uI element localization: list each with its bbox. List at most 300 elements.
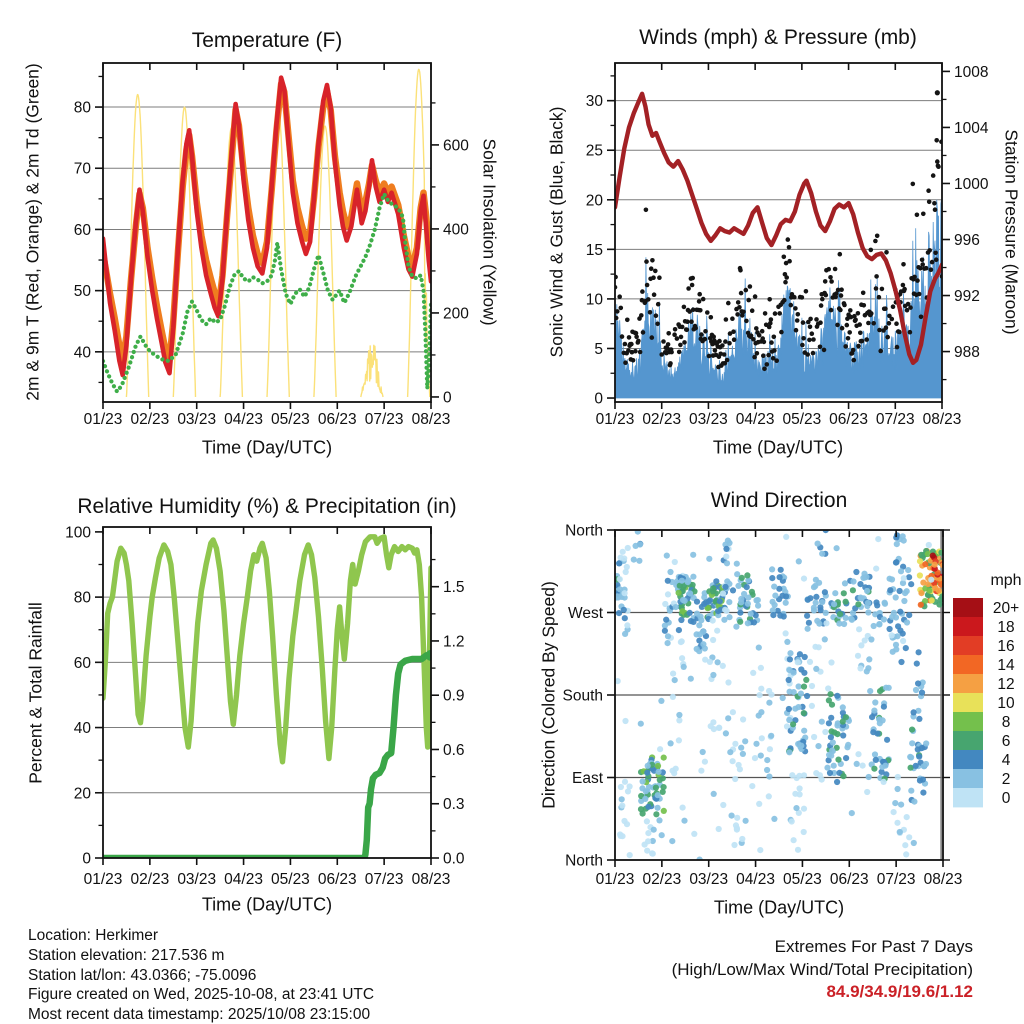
wind-direction-dot <box>669 838 675 844</box>
wind-direction-dot <box>853 569 859 575</box>
y-tick-label: 200 <box>443 305 469 323</box>
y-tick-label: 992 <box>954 288 980 306</box>
wind-direction-dot <box>916 716 922 722</box>
gust-dot <box>808 317 813 322</box>
wind-direction-dot <box>769 566 775 572</box>
y-tick-label: 30 <box>585 93 603 111</box>
wind-direction-dot <box>857 665 863 671</box>
wind-direction-dot <box>801 728 807 734</box>
gust-dot <box>713 348 718 353</box>
wind-direction-dot <box>894 633 900 639</box>
wind-direction-dot <box>929 597 935 603</box>
wind-direction-dot <box>730 587 736 593</box>
wind-direction-dot <box>783 600 789 606</box>
x-tick-label: 06/23 <box>829 411 868 428</box>
y-tick-label: 50 <box>73 283 91 301</box>
rainfall-line <box>103 655 431 858</box>
wind-direction-dot <box>904 814 910 820</box>
wind-direction-dot <box>772 602 778 608</box>
wind-direction-dot <box>823 620 829 626</box>
x-tick-label: 08/23 <box>411 411 451 428</box>
wind-direction-dot <box>798 691 804 697</box>
x-tick-label: 08/23 <box>923 871 963 888</box>
wind-direction-dot <box>932 562 938 568</box>
wind-direction-dot <box>822 589 828 595</box>
wind-direction-dot <box>881 779 887 785</box>
wind-direction-dot <box>908 581 914 587</box>
wind-direction-dot <box>619 796 625 802</box>
wind-direction-dot <box>865 600 871 606</box>
wind-direction-dot <box>726 599 732 605</box>
y-tick-label: 0.6 <box>443 741 465 759</box>
gust-dot <box>845 323 850 328</box>
xaxis-label-winds: Time (Day/UTC) <box>712 437 844 458</box>
gust-dot <box>871 321 876 326</box>
extremes-summary <box>672 936 973 1004</box>
wind-direction-dot <box>908 788 914 794</box>
wind-direction-dot <box>780 695 786 701</box>
legend-label: 0 <box>1001 790 1011 807</box>
wind-direction-dot <box>845 742 851 748</box>
gust-dot <box>617 294 622 299</box>
wind-direction-dot <box>897 609 903 615</box>
wind-direction-dot <box>907 754 913 760</box>
legend-color-swatch <box>953 636 983 655</box>
gust-dot <box>885 335 890 340</box>
wind-direction-dot <box>783 534 789 540</box>
direction-tick-label: East <box>571 770 603 787</box>
wind-direction-dot <box>618 784 624 790</box>
wind-direction-dot <box>743 818 749 824</box>
gust-dot <box>735 312 740 317</box>
legend-color-swatch <box>953 674 983 693</box>
gust-dot <box>935 159 940 164</box>
wind-direction-dot <box>679 608 685 614</box>
gust-dot <box>679 335 684 340</box>
gust-dot <box>744 319 749 324</box>
x-tick-label: 05/23 <box>783 871 822 888</box>
wind-direction-dot <box>726 614 732 620</box>
wind-direction-dot <box>771 816 777 822</box>
chart-title-temperature: Temperature (F) <box>191 29 343 52</box>
wind-direction-dot <box>661 755 667 761</box>
y-tick-label: 40 <box>73 344 91 362</box>
speed-legend <box>953 598 1019 807</box>
wind-direction-dot <box>631 557 637 563</box>
x-tick-label: 01/23 <box>83 411 123 428</box>
wind-direction-dot <box>665 591 671 597</box>
wind-direction-dot <box>644 818 650 824</box>
x-tick-label: 03/23 <box>177 871 217 888</box>
gust-dot <box>698 308 703 313</box>
gust-dot <box>649 266 654 271</box>
wind-direction-dot <box>725 679 731 685</box>
legend-color-swatch <box>953 712 983 731</box>
wind-direction-dot <box>707 659 713 665</box>
gust-dot <box>651 275 656 280</box>
wind-direction-dot <box>768 733 774 739</box>
gust-dot <box>773 311 778 316</box>
y-tick-label: 15 <box>585 241 603 259</box>
gust-dot <box>840 326 845 331</box>
wind-direction-dot <box>625 545 631 551</box>
wind-direction-dot <box>727 749 733 755</box>
wind-direction-dot <box>676 737 682 743</box>
wind-direction-dot <box>840 704 846 710</box>
wind-direction-dot <box>723 546 729 552</box>
wind-direction-dot <box>766 700 772 706</box>
gust-dot <box>653 269 658 274</box>
wind-direction-dot <box>801 806 807 812</box>
wind-direction-dot <box>716 826 722 832</box>
wind-direction-dot <box>829 702 835 708</box>
wind-direction-dot <box>627 783 633 789</box>
wind-direction-dot <box>843 755 849 761</box>
gust-dot <box>822 348 827 353</box>
wind-direction-dot <box>828 659 834 665</box>
gust-dot <box>875 234 880 239</box>
wind-direction-dot <box>729 813 735 819</box>
gust-dot <box>666 331 671 336</box>
gust-dot <box>820 297 825 302</box>
wind-direction-dot <box>834 693 840 699</box>
gust-dot <box>861 291 866 296</box>
wind-direction-dot <box>688 676 694 682</box>
gust-dot <box>934 138 939 143</box>
wind-direction-dot <box>891 809 897 815</box>
gust-dot <box>864 337 869 342</box>
wind-direction-dot <box>624 622 630 628</box>
wind-direction-dot <box>618 555 624 561</box>
x-tick-label: 07/23 <box>364 871 404 888</box>
wind-direction-dot <box>640 778 646 784</box>
wind-direction-dot <box>769 575 775 581</box>
chart-title-winds-pressure: Winds (mph) & Pressure (mb) <box>639 26 917 49</box>
gust-dot <box>682 305 687 310</box>
legend-label: 4 <box>1001 752 1011 769</box>
wind-direction-dot <box>638 721 644 727</box>
wind-direction-dot <box>685 577 691 583</box>
gust-dot <box>627 335 632 340</box>
wind-direction-dot <box>622 779 628 785</box>
gust-dot <box>894 321 899 326</box>
gust-dot <box>811 351 816 356</box>
wind-direction-dot <box>723 730 729 736</box>
wind-direction-dot <box>644 848 650 854</box>
wind-direction-dot <box>930 553 936 559</box>
wind-direction-dot <box>672 559 678 565</box>
legend-color-swatch <box>953 617 983 636</box>
wind-direction-dot <box>863 574 869 580</box>
wind-direction-dot <box>917 558 923 564</box>
wind-direction-dot <box>672 677 678 683</box>
gust-dot <box>811 337 816 342</box>
wind-direction-dot <box>849 810 855 816</box>
gust-dot <box>673 327 678 332</box>
gust-dot <box>709 315 714 320</box>
gust-dot <box>884 325 889 330</box>
gust-dot <box>862 303 867 308</box>
wind-direction-dot <box>645 804 651 810</box>
gust-dot <box>754 326 759 331</box>
wind-direction-dot <box>822 729 828 735</box>
wind-direction-dot <box>668 740 674 746</box>
gust-dot <box>920 258 925 263</box>
gust-dot <box>921 212 926 217</box>
wind-direction-dot <box>764 757 770 763</box>
wind-direction-dot <box>766 793 772 799</box>
wind-direction-dot <box>624 821 630 827</box>
extremes-subheading: (High/Low/Max Wind/Total Precipitation) <box>671 959 973 979</box>
gust-dot <box>641 330 646 335</box>
y-tick-label: 0 <box>82 850 91 868</box>
direction-tick-label: North <box>565 852 603 870</box>
wind-direction-dot <box>734 827 740 833</box>
wind-direction-dot <box>645 763 651 769</box>
wind-direction-dot <box>698 617 704 623</box>
wind-direction-dot <box>828 753 834 759</box>
gust-dot <box>818 320 823 325</box>
x-tick-label: 07/23 <box>364 411 404 428</box>
wind-direction-dot <box>737 610 743 616</box>
gust-dot <box>638 350 643 355</box>
wind-direction-dot <box>803 677 809 683</box>
wind-direction-dot <box>759 735 765 741</box>
wind-direction-dot <box>733 624 739 630</box>
solar-insolation-line <box>361 345 383 397</box>
y-tick-label: 0.3 <box>443 796 465 814</box>
wind-direction-dot <box>812 583 818 589</box>
wind-direction-dot <box>809 683 815 689</box>
wind-direction-dot <box>882 601 888 607</box>
wind-direction-dot <box>911 799 917 805</box>
wind-direction-dot <box>738 599 744 605</box>
y-tick-label: 20 <box>585 192 603 210</box>
gust-dot <box>697 292 702 297</box>
gust-dot <box>620 334 625 339</box>
wind-direction-dot <box>919 690 925 696</box>
wind-direction-dot <box>680 597 686 603</box>
wind-direction-dot <box>826 720 832 726</box>
wind-direction-dot <box>749 783 755 789</box>
gust-dot <box>895 345 900 350</box>
gust-dot <box>751 337 756 342</box>
wind-direction-dot <box>801 710 807 716</box>
wind-direction-dot <box>710 618 716 624</box>
gust-dot <box>654 313 659 318</box>
wind-direction-dot <box>617 576 623 582</box>
wind-direction-dot <box>865 609 871 615</box>
wind-direction-dot <box>887 626 893 632</box>
wind-direction-dot <box>898 568 904 574</box>
wind-direction-dot <box>854 761 860 767</box>
x-tick-label: 02/23 <box>130 411 170 428</box>
wind-direction-dot <box>756 801 762 807</box>
wind-direction-dot <box>758 665 764 671</box>
gust-dot <box>890 317 895 322</box>
gust-dot <box>666 342 671 347</box>
x-tick-label: 08/23 <box>922 411 962 428</box>
wind-direction-dot <box>723 554 729 560</box>
x-tick-label: 07/23 <box>876 871 916 888</box>
gust-dot <box>727 341 732 346</box>
chart-title-humidity-precip: Relative Humidity (%) & Precipitation (in) <box>77 495 457 518</box>
gust-dot <box>929 267 934 272</box>
wind-direction-dot <box>737 619 743 625</box>
x-tick-label: 08/23 <box>411 871 451 888</box>
wind-direction-dot <box>779 593 785 599</box>
wind-direction-dot <box>815 743 821 749</box>
yaxis-label-percent-left: Percent & Total Rainfall <box>25 602 46 784</box>
wind-direction-dot <box>673 604 679 610</box>
y-tick-label: 60 <box>73 221 91 239</box>
wind-direction-dot <box>786 749 792 755</box>
chart-wind-direction <box>562 523 962 889</box>
wind-direction-dot <box>744 584 750 590</box>
gust-dot <box>619 306 624 311</box>
wind-direction-dot <box>791 837 797 843</box>
wind-direction-dot <box>895 786 901 792</box>
footer-created-line: Figure created on Wed, 2025-10-08, at 23:41 UTC <box>28 986 375 1004</box>
gust-dot <box>633 349 638 354</box>
wind-direction-dot <box>911 840 917 846</box>
gust-dot <box>920 262 925 267</box>
wind-direction-dot <box>644 770 650 776</box>
gust-dot <box>933 251 938 256</box>
gust-dot <box>884 250 889 255</box>
wind-direction-dot <box>687 590 693 596</box>
gust-dot <box>731 329 736 334</box>
gust-dot <box>901 283 906 288</box>
wind-direction-dot <box>872 751 878 757</box>
legend-color-swatch <box>953 750 983 769</box>
wind-direction-dot <box>874 731 880 737</box>
y-tick-label: 0 <box>594 390 603 408</box>
wind-direction-dot <box>904 619 910 625</box>
wind-direction-dot <box>811 607 817 613</box>
wind-direction-dot <box>757 847 763 853</box>
gust-dot <box>725 358 730 363</box>
wind-direction-dot <box>732 741 738 747</box>
gust-dot <box>680 325 685 330</box>
wind-direction-dot <box>755 597 761 603</box>
gust-dot <box>856 344 861 349</box>
y-tick-label: 40 <box>73 720 91 738</box>
wind-direction-dot <box>667 569 673 575</box>
wind-direction-dot <box>858 642 864 648</box>
wind-direction-dot <box>702 759 708 765</box>
gust-dot <box>786 237 791 242</box>
gust-dot <box>796 312 801 317</box>
wind-direction-dot <box>713 578 719 584</box>
wind-direction-dot <box>642 842 648 848</box>
wind-direction-dot <box>742 738 748 744</box>
gust-dot <box>839 287 844 292</box>
temp-2m-line <box>103 78 431 375</box>
wind-direction-dot <box>698 768 704 774</box>
wind-direction-dot <box>840 732 846 738</box>
gust-dot <box>650 335 655 340</box>
wind-direction-dot <box>740 716 746 722</box>
wind-direction-dot <box>858 595 864 601</box>
gust-dot <box>936 164 941 169</box>
gust-dot <box>838 308 843 313</box>
wind-direction-dot <box>805 626 811 632</box>
wind-direction-dot <box>714 628 720 634</box>
gust-dot <box>839 293 844 298</box>
gust-dot <box>846 336 851 341</box>
gust-dot <box>856 311 861 316</box>
gust-dot <box>732 337 737 342</box>
y-tick-label: 10 <box>585 291 603 309</box>
wind-direction-dot <box>665 633 671 639</box>
legend-color-swatch <box>953 598 983 617</box>
wind-direction-dot <box>637 541 643 547</box>
gust-dot <box>891 304 896 309</box>
wind-direction-dot <box>722 607 728 613</box>
wind-direction-dot <box>694 599 700 605</box>
wind-direction-dot <box>916 649 922 655</box>
gust-dot <box>748 284 753 289</box>
gust-dot <box>686 286 691 291</box>
gust-dot <box>915 278 920 283</box>
gust-dot <box>917 292 922 297</box>
gust-dot <box>690 276 695 281</box>
wind-direction-dot <box>619 803 625 809</box>
wind-direction-dot <box>873 566 879 572</box>
gust-dot <box>877 295 882 300</box>
gust-dot <box>636 339 641 344</box>
wind-direction-dot <box>841 590 847 596</box>
wind-direction-dot <box>770 612 776 618</box>
legend-label: 20+ <box>992 600 1020 617</box>
wind-direction-dot <box>618 833 624 839</box>
wind-direction-dot <box>744 572 750 578</box>
wind-direction-dot <box>835 757 841 763</box>
gust-dot <box>629 342 634 347</box>
wind-direction-dot <box>796 683 802 689</box>
wind-direction-dot <box>823 610 829 616</box>
wind-direction-dot <box>866 774 872 780</box>
wind-direction-dot <box>903 851 909 857</box>
gust-dot <box>736 300 741 305</box>
wind-direction-dot <box>781 613 787 619</box>
wind-direction-dot <box>917 572 923 578</box>
direction-tick-label: South <box>562 687 603 705</box>
wind-direction-dot <box>789 772 795 778</box>
wind-direction-dot <box>843 615 849 621</box>
wind-direction-dot <box>662 628 668 634</box>
y-tick-label: 20 <box>73 785 91 803</box>
extremes-heading: Extremes For Past 7 Days <box>774 937 973 956</box>
y-tick-label: 1008 <box>954 63 989 81</box>
wind-direction-dot <box>849 617 855 623</box>
wind-direction-dot <box>901 598 907 604</box>
wind-direction-dot <box>679 655 685 661</box>
yaxis-label-pressure-right: Station Pressure (Maroon) <box>1001 129 1022 335</box>
gust-dot <box>650 258 655 263</box>
gust-dot <box>915 213 920 218</box>
gust-dot <box>783 280 788 285</box>
gust-dot <box>819 303 824 308</box>
legend-color-swatch <box>953 788 983 807</box>
wind-direction-dot <box>756 645 762 651</box>
gust-dot <box>814 317 819 322</box>
y-tick-label: 1.2 <box>443 633 465 651</box>
wind-direction-dot <box>720 802 726 808</box>
wind-direction-dot <box>828 734 834 740</box>
wind-direction-dot <box>659 832 665 838</box>
